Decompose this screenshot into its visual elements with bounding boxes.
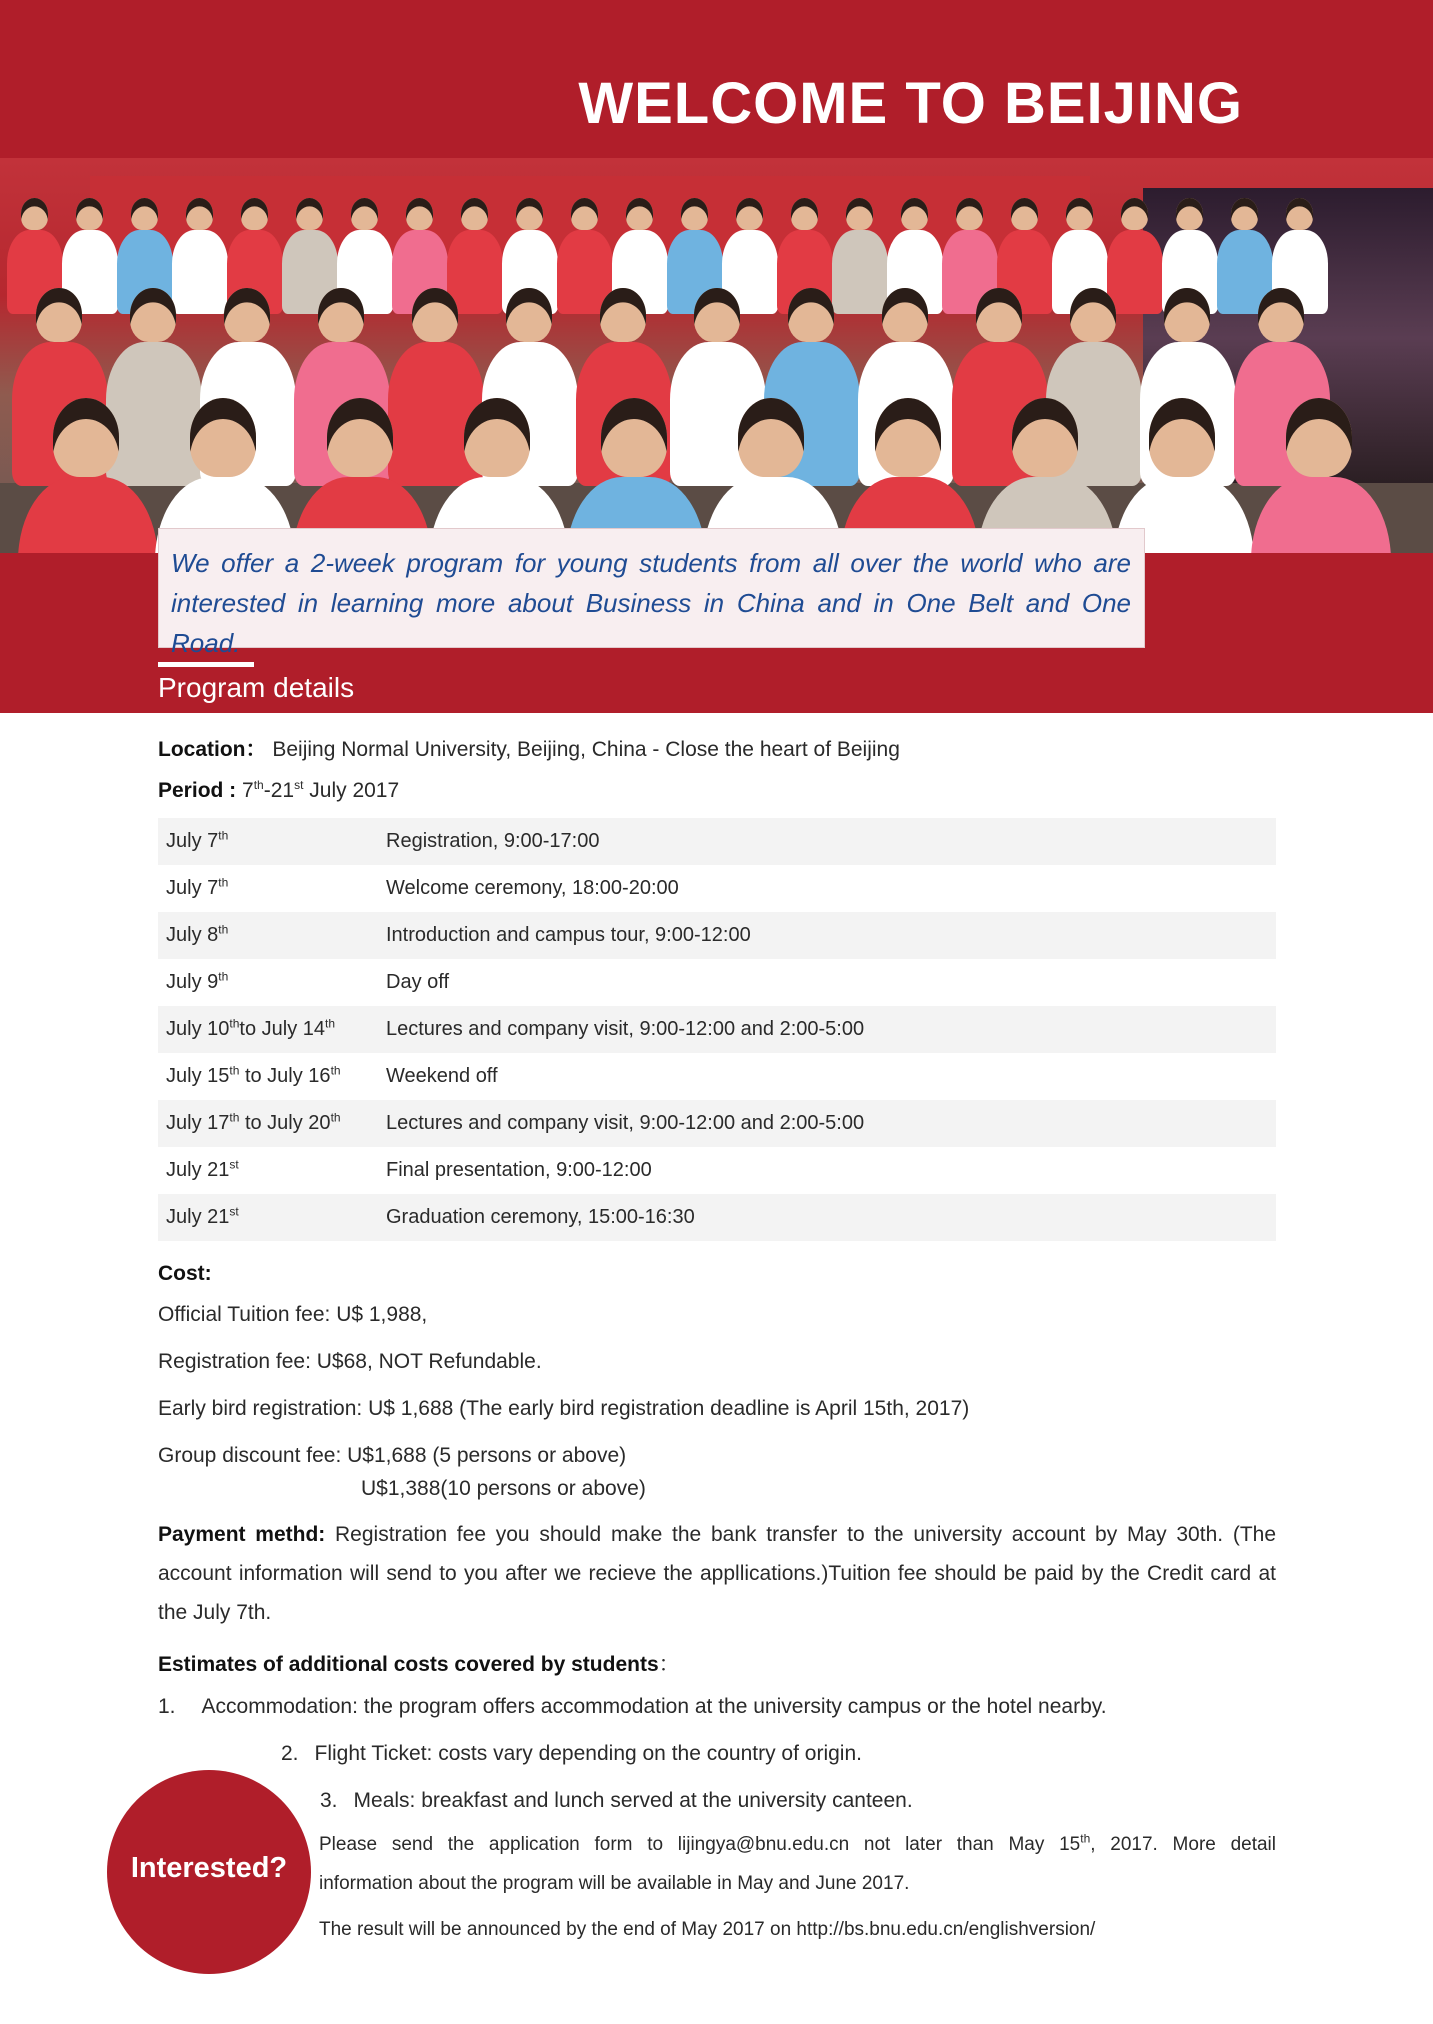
photo-person-body: [172, 230, 228, 314]
schedule-date-end: to July 14: [239, 1018, 325, 1040]
photo-person-head: [412, 288, 458, 342]
photo-person-head: [1149, 398, 1216, 477]
schedule-event: Weekend off: [386, 1065, 498, 1087]
schedule-date-start: July 17: [166, 1112, 230, 1134]
photo-person-head: [406, 198, 433, 230]
schedule-date: [166, 1112, 341, 1135]
schedule-date-end-sup: th: [330, 1110, 341, 1125]
photo-person-head: [53, 398, 120, 477]
photo-person-head: [130, 288, 176, 342]
photo-person-head: [351, 198, 378, 230]
schedule-event: Final presentation, 9:00-12:00: [386, 1159, 652, 1181]
estimate-item-1: [158, 1695, 1107, 1719]
schedule-date-end: to July 16: [239, 1065, 331, 1087]
cost-group-value-1: U$1,688 (5 persons or above): [347, 1444, 627, 1467]
interested-label: Interested?: [130, 1852, 288, 1884]
schedule-date-sup: th: [218, 828, 229, 843]
section-title: Program details: [158, 672, 355, 703]
interested-badge: [107, 1770, 311, 1974]
schedule-date-sup: th: [218, 969, 229, 984]
estimate-item-2-text: Flight Ticket: costs vary depending on the country of origin.: [314, 1742, 862, 1765]
photo-person-head: [1066, 198, 1093, 230]
intro-line-2: interested in learning more about Business in China and in One Belt and One Road.: [171, 588, 1131, 658]
photo-person-head: [296, 198, 323, 230]
estimate-item-1-num: 1.: [158, 1695, 176, 1718]
cost-group-1: [158, 1444, 626, 1468]
schedule-date-sup: th: [229, 1063, 240, 1078]
location-label: Location：: [158, 738, 267, 761]
schedule-row: [158, 1147, 1276, 1194]
schedule-date: [166, 830, 228, 853]
photo-person-head: [516, 198, 543, 230]
schedule-date: [166, 1159, 239, 1182]
photo-person-head: [882, 288, 928, 342]
schedule-date-start: July 21: [166, 1159, 230, 1181]
schedule-row: [158, 959, 1276, 1006]
photo-person-head: [1011, 198, 1038, 230]
period-sep: -21: [263, 779, 295, 802]
contact-line-1: [319, 1826, 1276, 1864]
period-start: 7: [242, 779, 254, 802]
intro-box: [158, 528, 1145, 658]
contact-p1-after: , 2017. More detail: [1090, 1834, 1276, 1855]
photo-person-head: [186, 198, 213, 230]
schedule-date-start: July 21: [166, 1206, 230, 1228]
photo-person-head: [736, 198, 763, 230]
schedule-row: [158, 1006, 1276, 1053]
schedule-date-start: July 10: [166, 1018, 230, 1040]
photo-person-head: [1176, 198, 1203, 230]
schedule-date-end-sup: th: [330, 1063, 341, 1078]
photo-person-head: [1012, 398, 1079, 477]
schedule-date-start: July 7: [166, 830, 219, 852]
schedule-event: Graduation ceremony, 15:00-16:30: [386, 1206, 695, 1228]
period-label: Period :: [158, 779, 237, 802]
schedule-date-sup: th: [218, 922, 229, 937]
schedule-date: [166, 877, 228, 900]
photo-person-head: [1258, 288, 1304, 342]
schedule-date: [166, 924, 228, 947]
schedule-date: [166, 1206, 239, 1229]
schedule-date-sup: th: [229, 1110, 240, 1125]
cost-early-bird: Early bird registration: U$ 1,688 (The early bird registration deadline is April 15th, 2017): [158, 1397, 970, 1420]
cost-tuition: Official Tuition fee: U$ 1,988,: [158, 1303, 428, 1326]
photo-person-head: [976, 288, 1022, 342]
schedule-date-start: July 8: [166, 924, 219, 946]
contact-result: The result will be announced by the end of May 2017 on http://bs.bnu.edu.cn/englishversion/: [319, 1919, 1096, 1940]
photo-person-head: [791, 198, 818, 230]
group-photo: [0, 158, 1433, 553]
schedule-table: [158, 818, 1276, 1241]
estimate-item-2: [281, 1742, 862, 1766]
cost-label: Cost:: [158, 1262, 212, 1285]
photo-person-head: [1121, 198, 1148, 230]
page-title: WELCOME TO BEIJING: [578, 71, 1243, 136]
schedule-date-start: July 9: [166, 971, 219, 993]
photo-person-head: [571, 198, 598, 230]
photo-person-head: [875, 398, 942, 477]
schedule-date: [166, 1065, 341, 1088]
estimate-item-3-text: Meals: breakfast and lunch served at the university canteen.: [353, 1789, 913, 1812]
schedule-date-end-sup: th: [325, 1016, 336, 1031]
header-banner: [0, 0, 1433, 158]
contact-line-2: information about the program will be available in May and June 2017.: [319, 1873, 910, 1894]
estimates-colon: ：: [658, 1653, 680, 1676]
schedule-date-start: July 15: [166, 1065, 230, 1087]
photo-person-head: [224, 288, 270, 342]
photo-person-head: [694, 288, 740, 342]
schedule-row: [158, 1100, 1276, 1147]
payment-paragraph: [158, 1515, 1276, 1632]
location-line: [158, 733, 900, 763]
estimate-item-3: [320, 1789, 913, 1813]
photo-person-body: [447, 230, 503, 314]
estimates-heading: [158, 1648, 680, 1678]
schedule-event: Welcome ceremony, 18:00-20:00: [386, 877, 679, 899]
photo-person-head: [1070, 288, 1116, 342]
location-value: Beijing Normal University, Beijing, China - Close the heart of Beijing: [272, 738, 900, 761]
photo-person-head: [318, 288, 364, 342]
schedule-event: Day off: [386, 971, 449, 993]
schedule-date-start: July 7: [166, 877, 219, 899]
estimates-label: Estimates of additional costs covered by students: [158, 1653, 659, 1676]
schedule-event: Lectures and company visit, 9:00-12:00 and 2:00-5:00: [386, 1112, 865, 1134]
photo-person-head: [1231, 198, 1258, 230]
schedule-row: [158, 1053, 1276, 1100]
photo-person-head: [901, 198, 928, 230]
photo-person-body: [832, 230, 888, 314]
photo-person-head: [131, 198, 158, 230]
period-start-sup: th: [253, 778, 264, 792]
period-line: [158, 779, 399, 803]
payment-text: Registration fee you should make the bank transfer to the university account by May 30th. (The account information will send to you after we recieve the appllications.)Tuition fee should be paid by the Credit card at the July 7th.: [158, 1523, 1276, 1624]
schedule-date: [166, 1018, 335, 1041]
estimate-item-3-num: 3.: [320, 1789, 338, 1812]
contact-p1-sup: th: [1080, 1831, 1091, 1846]
section-accent-bar: [158, 662, 254, 667]
photo-person-head: [36, 288, 82, 342]
photo-person-head: [681, 198, 708, 230]
payment-label: Payment methd:: [158, 1523, 326, 1546]
schedule-date-sup: th: [218, 875, 229, 890]
schedule-row: [158, 818, 1276, 865]
schedule-date-end: to July 20: [239, 1112, 331, 1134]
schedule-date-sup: st: [229, 1204, 239, 1219]
photo-person-head: [76, 198, 103, 230]
schedule-event: Registration, 9:00-17:00: [386, 830, 600, 852]
photo-person-head: [1164, 288, 1210, 342]
photo-person-head: [846, 198, 873, 230]
photo-person-head: [190, 398, 257, 477]
estimate-item-1-text: Accommodation: the program offers accommodation at the university campus or the hotel nearby.: [201, 1695, 1107, 1718]
photo-person-head: [626, 198, 653, 230]
photo-person-head: [956, 198, 983, 230]
intro-line-1: We offer a 2-week program for young students from all over the world who are: [171, 548, 1131, 578]
photo-person-body: [1107, 230, 1163, 314]
photo-person-head: [600, 288, 646, 342]
photo-person-head: [1286, 198, 1313, 230]
schedule-event: Lectures and company visit, 9:00-12:00 and 2:00-5:00: [386, 1018, 865, 1040]
cost-registration: Registration fee: U$68, NOT Refundable.: [158, 1350, 542, 1373]
contact-p1-before: Please send the application form to lijingya@bnu.edu.cn not later than May 15: [319, 1834, 1081, 1855]
photo-person-body: [106, 342, 202, 486]
cost-group-label: Group discount fee:: [158, 1444, 348, 1467]
schedule-date-sup: st: [229, 1157, 239, 1172]
photo-person-head: [464, 398, 531, 477]
photo-person-head: [506, 288, 552, 342]
schedule-row: [158, 865, 1276, 912]
photo-person-head: [21, 198, 48, 230]
schedule-date-sup: th: [229, 1016, 240, 1031]
photo-person-head: [327, 398, 394, 477]
schedule-row: [158, 1194, 1276, 1241]
photo-person-head: [738, 398, 805, 477]
estimate-item-2-num: 2.: [281, 1742, 299, 1765]
cost-group-value-2: U$1,388(10 persons or above): [361, 1477, 646, 1500]
period-end-sup: st: [294, 778, 304, 792]
photo-person-head: [241, 198, 268, 230]
photo-person-head: [461, 198, 488, 230]
photo-person-head: [788, 288, 834, 342]
period-rest: July 2017: [303, 779, 400, 802]
schedule-row: [158, 912, 1276, 959]
schedule-event: Introduction and campus tour, 9:00-12:00: [386, 924, 751, 946]
photo-person-head: [601, 398, 668, 477]
photo-person-head: [1286, 398, 1353, 477]
schedule-date: [166, 971, 228, 994]
